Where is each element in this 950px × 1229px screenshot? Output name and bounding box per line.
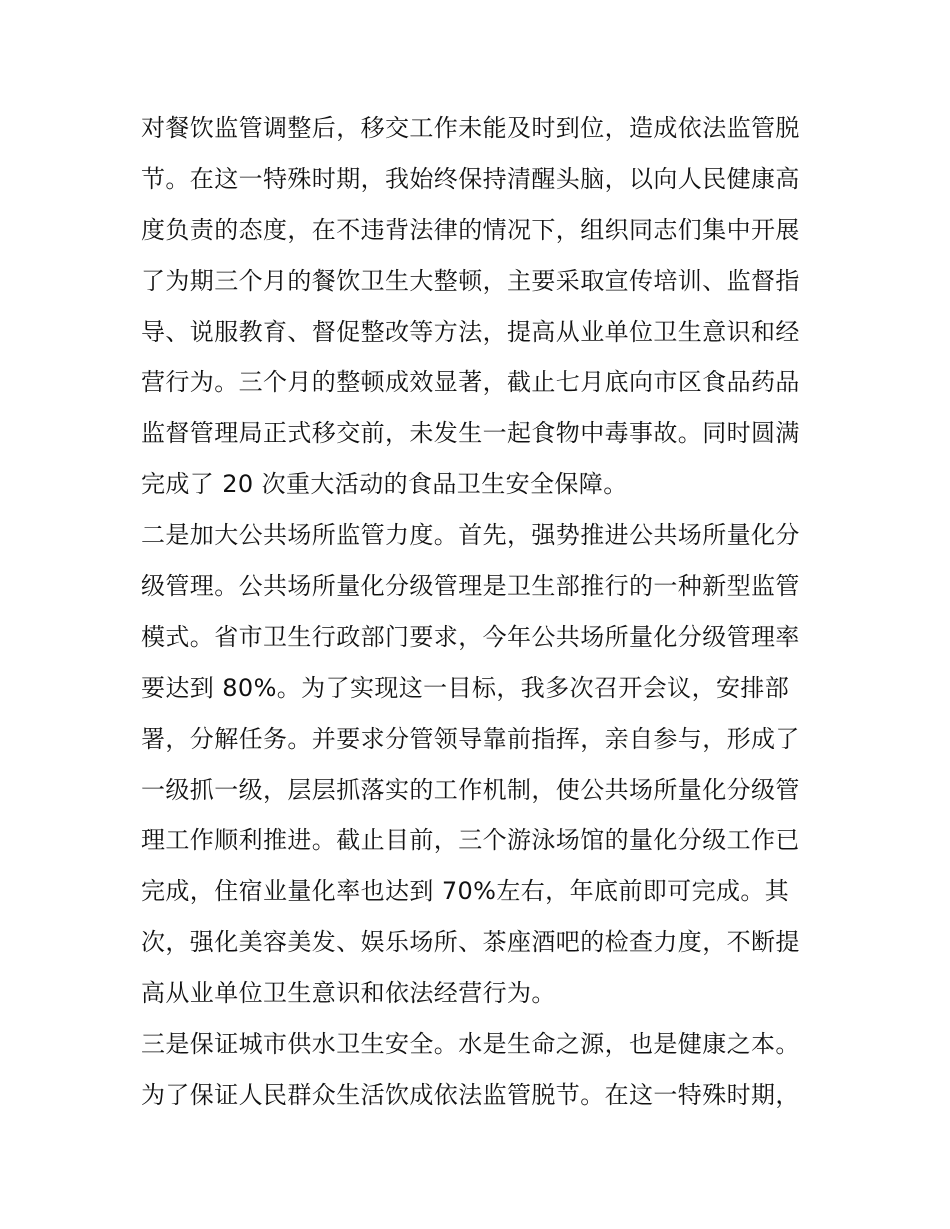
text-line: 完成了 20 次重大活动的食品卫生安全保障。 [141, 470, 628, 499]
text-line: 了为期三个月的餐饮卫生大整顿，主要采取宣传培训、监督指 [141, 266, 800, 295]
text-line: 对餐饮监管调整后，移交工作未能及时到位，造成依法监管脱 [141, 114, 800, 142]
text-line: 节。在这一特殊时期，我始终保持清醒头脑，以向人民健康高 [141, 164, 800, 193]
text-line: 为了保证人民群众生活饮成依法监管脱节。在这一特殊时期， [141, 1080, 800, 1109]
text-line: 要达到 80%。为了实现这一目标，我多次召开会议，安排部 [141, 673, 790, 702]
text-line: 级管理。公共场所量化分级管理是卫生部推行的一种新型监管 [141, 572, 800, 601]
text-line: 度负责的态度，在不违背法律的情况下，组织同志们集中开展 [141, 215, 800, 244]
text-line: 理工作顺利推进。截止目前，三个游泳场馆的量化分级工作已 [141, 826, 800, 855]
body-text [141, 103, 821, 1121]
text-line: 模式。省市卫生行政部门要求，今年公共场所量化分级管理率 [141, 622, 800, 651]
text-line: 监督管理局正式移交前，未发生一起食物中毒事故。同时圆满 [141, 419, 800, 448]
text-line: 完成，住宿业量化率也达到 70%左右，年底前即可完成。其 [141, 877, 790, 906]
text-line: 高从业单位卫生意识和依法经营行为。 [141, 979, 556, 1008]
text-line: 三是保证城市供水卫生安全。水是生命之源，也是健康之本。 [141, 1030, 800, 1059]
text-line: 次，强化美容美发、娱乐场所、茶座酒吧的检查力度，不断提 [141, 928, 800, 957]
text-line: 署，分解任务。并要求分管领导靠前指挥，亲自参与，形成了 [141, 724, 800, 753]
text-line: 一级抓一级，层层抓落实的工作机制，使公共场所量化分级管 [141, 775, 800, 804]
text-line: 导、说服教育、督促整改等方法，提高从业单位卫生意识和经 [141, 317, 800, 346]
text-line: 二是加大公共场所监管力度。首先，强势推进公共场所量化分 [141, 521, 800, 550]
text-line: 营行为。三个月的整顿成效显著，截止七月底向市区食品药品 [141, 368, 800, 397]
